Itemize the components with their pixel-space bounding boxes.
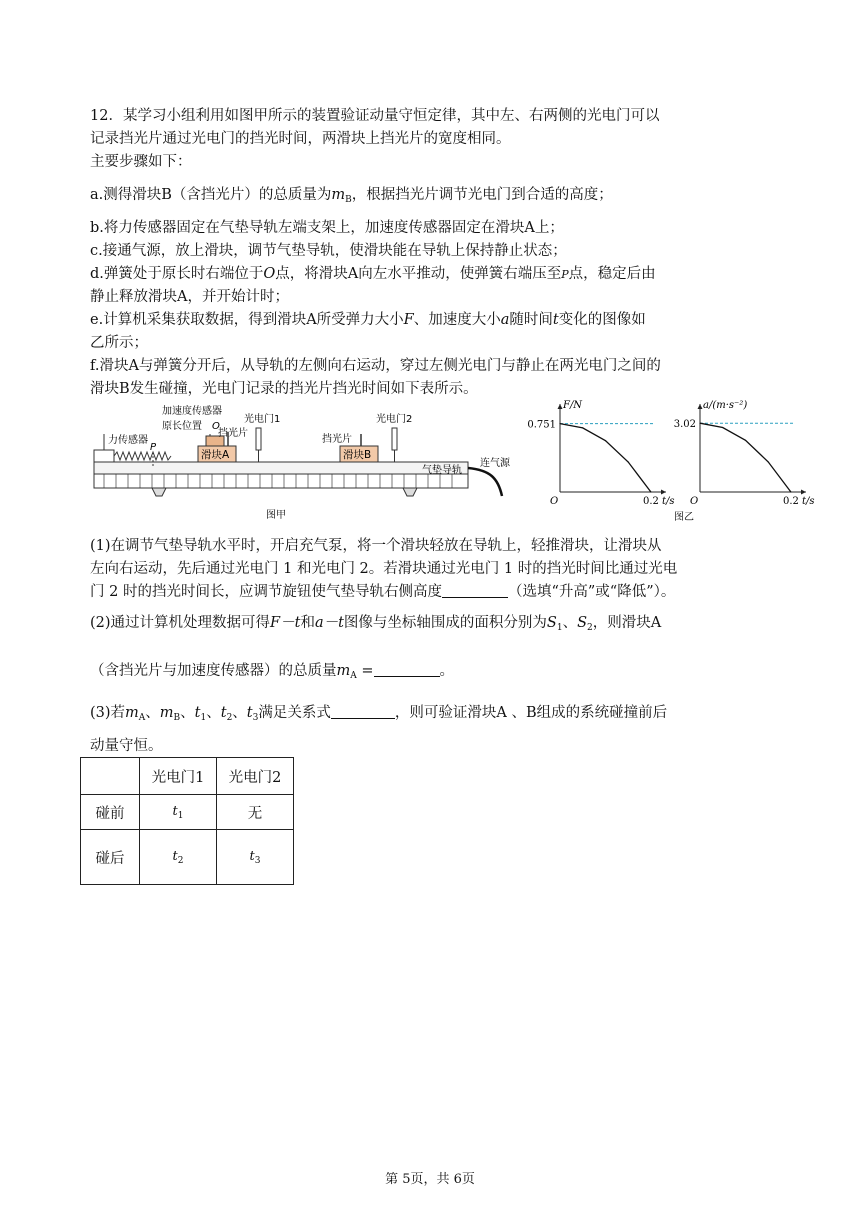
part-3-line-1 <box>90 703 667 728</box>
figure-yi-charts <box>510 400 815 526</box>
label-gate2: 光电门2 <box>376 414 413 425</box>
step-e-text-2: 、加速度大小 <box>413 312 501 328</box>
part-1-line-1: (1)在调节气垫导轨水平时，开启充气泵，将一个滑块轻放在导轨上，轻推滑块，让滑块从 <box>90 538 662 554</box>
cell-var: t <box>172 849 178 864</box>
step-c: c.接通气源，放上滑块，调节气垫导轨，使滑块能在导轨上保持静止状态； <box>90 243 567 259</box>
cell-var-sub: 3 <box>254 856 261 866</box>
series-line <box>560 424 651 492</box>
part-2-text-1: (2)通过计算机处理数据可得 <box>90 615 271 631</box>
step-a <box>90 185 613 210</box>
part-1-line-3 <box>90 582 675 602</box>
label-block-a: 滑块A <box>201 449 230 461</box>
var-f-t: F－t <box>270 615 301 631</box>
step-e-text-1: e.计算机采集获取数据，得到滑块A所受弹力大小 <box>90 312 404 328</box>
cell-var: t <box>249 849 255 864</box>
part-2-text-4: （含挡光片与加速度传感器）的总质量 <box>90 663 337 679</box>
answer-blank-2[interactable] <box>374 662 440 677</box>
x-tick-label: 0.2 <box>642 496 659 507</box>
label-natural-pos: 原长位置 <box>162 421 202 432</box>
table-cell <box>140 830 217 885</box>
data-point <box>699 423 700 424</box>
step-d-text-1: d.弹簧处于原长时右端位于 <box>90 266 264 282</box>
var-t: t <box>552 312 559 328</box>
step-e-line-2: 乙所示； <box>90 335 148 351</box>
step-d-line-2: 静止释放滑块A，并开始计时； <box>90 289 289 305</box>
origin-label: O <box>550 496 559 507</box>
data-point <box>722 427 723 428</box>
table-header-gate2: 光电门2 <box>217 758 294 795</box>
var-t2: t <box>220 705 227 721</box>
part-1-line-2: 左向右运动，先后通过光电门 1 和光电门 2。若滑块通过光电门 1 时的挡光时间比通过光电 <box>90 561 678 577</box>
data-point <box>559 423 560 424</box>
table-cell <box>140 795 217 830</box>
origin-label: O <box>690 496 699 507</box>
part-1-text: 门 2 时的挡光时间长，应调节旋钮使气垫导轨右侧高度 <box>90 584 442 600</box>
part-3-line-2: 动量守恒。 <box>90 738 163 754</box>
force-sensor <box>94 450 114 462</box>
var-f: F <box>403 312 414 328</box>
question-intro-line-1 <box>90 106 659 126</box>
sep-1: 、 <box>145 705 160 721</box>
table-cell <box>217 830 294 885</box>
var-m-b-sub: B <box>173 713 181 723</box>
data-point <box>768 461 769 462</box>
data-point <box>650 491 651 492</box>
var-s1-sub: 1 <box>556 623 563 633</box>
caption-yi: 图乙 <box>674 512 694 523</box>
sep-3: 、 <box>206 705 221 721</box>
table-row <box>81 795 294 830</box>
data-point <box>605 440 606 441</box>
var-s2: S <box>577 615 588 631</box>
part-3-text-1: (3)若 <box>90 705 126 721</box>
x-axis-label: t/s <box>802 496 815 507</box>
step-a-text-2: ，根据挡光片调节光电门到合适的高度； <box>351 187 613 203</box>
label-shade-a: 挡光片 <box>218 428 248 439</box>
var-m-a-sub: A <box>138 713 146 723</box>
caption-jia: 图甲 <box>266 510 286 521</box>
question-number: 12． <box>90 108 123 124</box>
y-axis-label: F/N <box>563 400 583 411</box>
label-rail: 气垫导轨 <box>422 465 462 476</box>
step-d-text-3: 点，稳定后由 <box>568 266 656 282</box>
label-shade-b: 挡光片 <box>322 434 352 445</box>
var-t1-sub: 1 <box>200 713 207 723</box>
y-tick-label: 3.02 <box>673 419 696 431</box>
gate-1 <box>256 428 261 450</box>
var-m-a: m <box>125 705 139 721</box>
table-cell: 无 <box>217 795 294 830</box>
var-ma-sub: A <box>350 671 357 681</box>
step-b: b.将力传感器固定在气垫导轨左端支架上，加速度传感器固定在滑块A上； <box>90 220 564 236</box>
var-a-t: a－t <box>314 615 344 631</box>
air-hose <box>468 468 502 496</box>
y-axis-arrow <box>558 404 563 409</box>
data-point <box>582 427 583 428</box>
var-sub: B <box>345 195 352 205</box>
var-p: P <box>561 268 569 281</box>
part-2-text-3: ，则滑块A <box>592 615 662 631</box>
step-e-text-4: 变化的图像如 <box>558 312 646 328</box>
var-t1: t <box>194 705 201 721</box>
var-a: a <box>500 312 510 328</box>
table-row <box>81 830 294 885</box>
var-ma: m <box>336 663 351 679</box>
sep-4: 、 <box>232 705 247 721</box>
gate-2 <box>392 428 397 450</box>
table-row-label: 碰后 <box>81 830 140 885</box>
label-block-b: 滑块B <box>343 449 372 461</box>
sep-2: 、 <box>180 705 195 721</box>
var-m-b: m <box>159 705 174 721</box>
var-s2-sub: 2 <box>587 623 593 633</box>
label-air: 连气源 <box>480 458 510 469</box>
series-line <box>700 423 791 492</box>
intro-text-1: 某学习小组利用如图甲所示的装置验证动量守恒定律，其中左、右两侧的光电门可以 <box>122 108 660 124</box>
figure-area <box>90 400 815 526</box>
spring <box>114 452 171 460</box>
right-foot <box>403 488 417 496</box>
step-d-line-1 <box>90 264 656 285</box>
label-force-sensor: 力传感器 <box>108 435 148 446</box>
var-m: m <box>331 187 346 203</box>
cell-var: t <box>172 804 178 819</box>
part-2-text-2: 图像与坐标轴围成的面积分别为 <box>343 615 547 631</box>
step-a-text: a.测得滑块B（含挡光片）的总质量为 <box>90 187 332 203</box>
data-point <box>745 440 746 441</box>
x-axis-arrow <box>801 490 806 495</box>
part-2-sep: 、 <box>562 615 578 631</box>
part-2-end: 。 <box>439 663 455 679</box>
step-d-text-2: 点，将滑块A向左水平推动，使弹簧右端压至 <box>275 266 562 282</box>
table-row-label: 碰前 <box>81 795 140 830</box>
data-point <box>628 461 629 462</box>
part-3-text-3: ，则可验证滑块A 、B组成的系统碰撞前后 <box>394 705 668 721</box>
var-o: O <box>263 266 276 282</box>
step-f-line-1: f.滑块A与弹簧分开后，从导轨的左侧向右运动，穿过左侧光电门与静止在两光电门之间的 <box>90 358 661 374</box>
data-point <box>790 491 791 492</box>
var-t3: t <box>246 705 253 721</box>
question-intro-line-2: 记录挡光片通过光电门的挡光时间，两滑块上挡光片的宽度相同。 <box>90 131 511 147</box>
label-gate1: 光电门1 <box>244 414 281 425</box>
part-2-line-2 <box>90 661 454 686</box>
air-track <box>94 462 468 474</box>
step-e-line-1 <box>90 310 646 330</box>
step-f-line-2: 滑块B发生碰撞，光电门记录的挡光片挡光时间如下表所示。 <box>90 381 478 397</box>
part-3-text-2: 满足关系式 <box>258 705 331 721</box>
table-header-gate1: 光电门1 <box>140 758 217 795</box>
var-t3-sub: 3 <box>252 713 259 723</box>
y-axis-label: a/(m·s⁻²) <box>703 400 748 411</box>
label-accel-sensor: 加速度传感器 <box>162 406 222 417</box>
part-2-line-1 <box>90 613 661 638</box>
timing-table <box>80 757 294 885</box>
x-tick-label: 0.2 <box>782 496 799 507</box>
answer-blank-3[interactable] <box>331 704 395 719</box>
cell-var-sub: 2 <box>177 856 184 866</box>
y-axis-arrow <box>698 404 703 409</box>
rail-base <box>94 474 468 488</box>
x-axis-arrow <box>661 490 666 495</box>
label-o: O <box>212 421 220 432</box>
answer-blank-1[interactable] <box>442 583 508 598</box>
cell-var-sub: 1 <box>177 811 184 821</box>
part-2-and: 和 <box>300 615 315 631</box>
label-p: P <box>150 442 157 453</box>
x-axis-label: t/s <box>662 496 675 507</box>
var-t2-sub: 2 <box>226 713 233 723</box>
part-1-hint: （选填“升高”或“降低”）。 <box>507 584 676 600</box>
rail-ticks <box>104 474 452 488</box>
table-header-corner <box>81 758 140 795</box>
page-footer: 第 5页，共 6页 <box>385 1172 475 1187</box>
y-tick-label: 0.751 <box>527 419 556 431</box>
steps-heading: 主要步骤如下： <box>90 154 192 170</box>
var-s1: S <box>546 615 557 631</box>
left-foot <box>152 488 166 496</box>
part-2-eq: = <box>356 663 374 679</box>
step-e-text-3: 随时间 <box>509 312 553 328</box>
table-header-row <box>81 758 294 795</box>
